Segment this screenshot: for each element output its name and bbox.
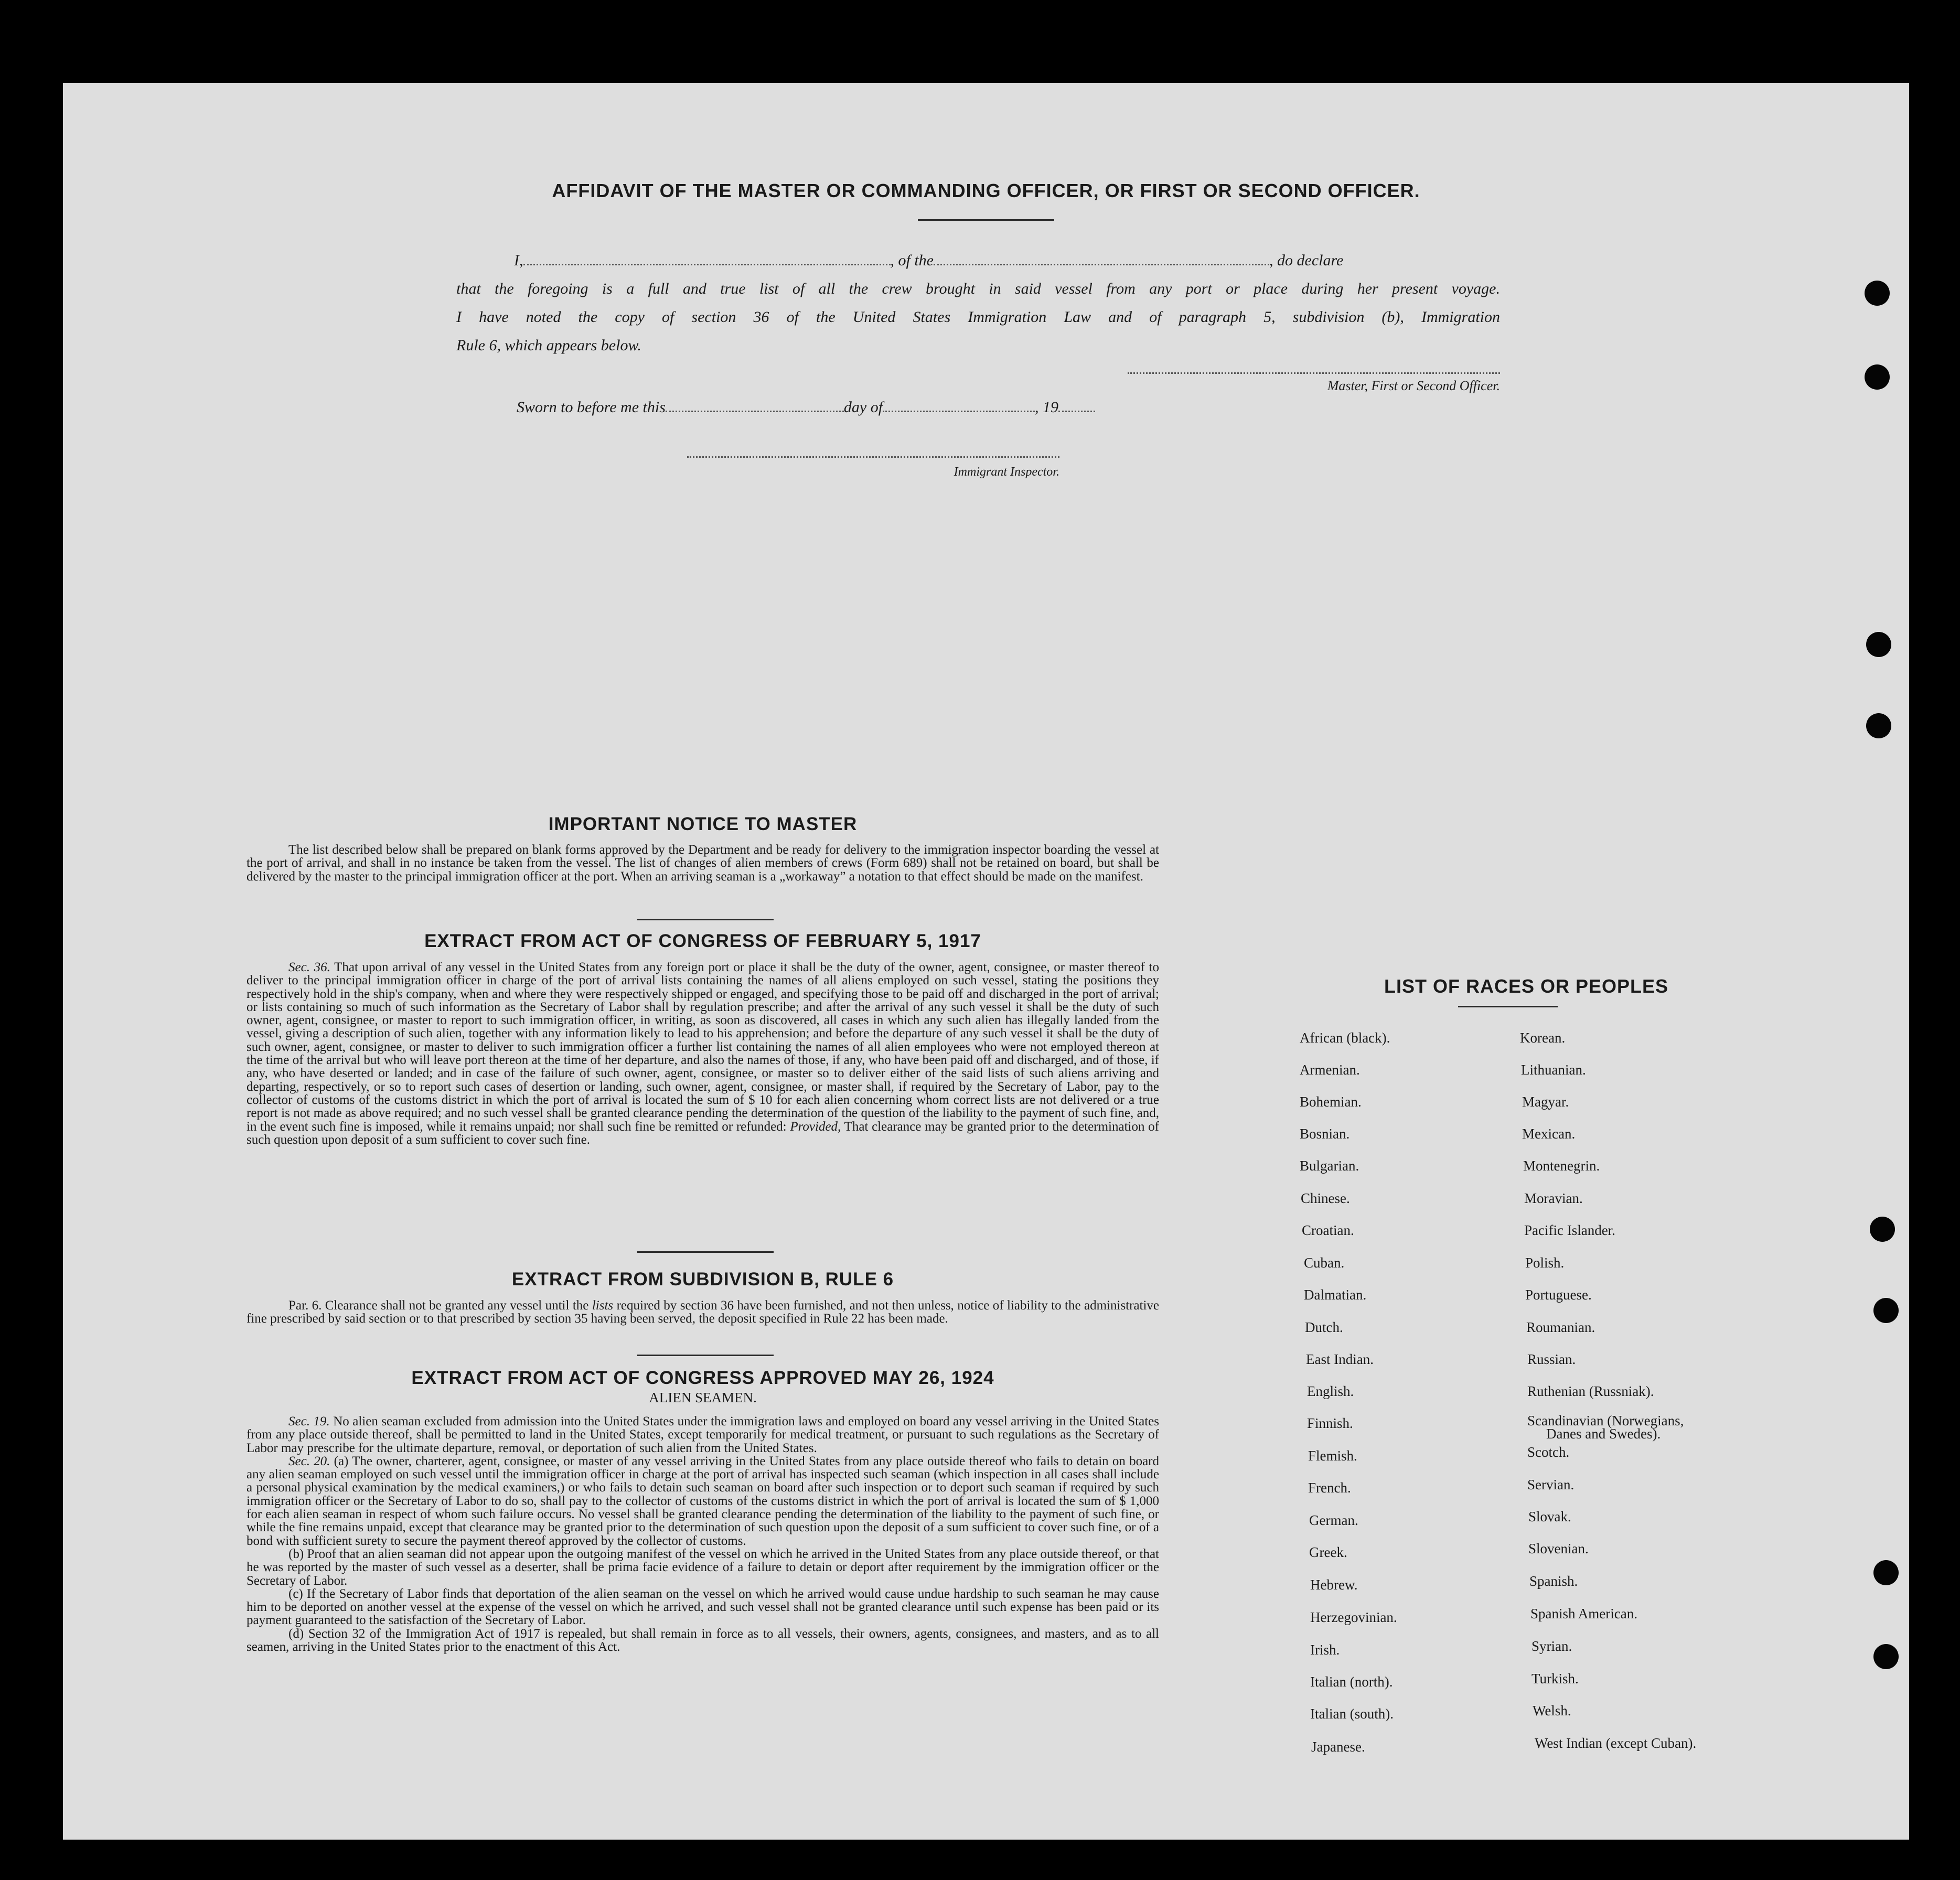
- race-item: Magyar.: [1522, 1094, 1569, 1110]
- race-item: Scotch.: [1527, 1444, 1570, 1460]
- race-item: Danes and Swedes).: [1546, 1426, 1661, 1442]
- notice-text: The list described below shall be prepared on blank forms approved by the Department and be ready for delivery to the immigration inspector boarding the vessel at the port of arrival, and shall in no instance be taken from the vessel. The list of changes of alien members of crews (Form 689) shall not be retained on board, but shall be delivered by the master to the principal immigration officer at the port. When an arriving seaman is a „workaway” a notation to that effect should be made on the manifest.: [247, 843, 1159, 884]
- master-signature-caption: Master, First or Second Officer.: [1327, 378, 1500, 393]
- race-item: Italian (north).: [1310, 1674, 1393, 1690]
- race-item: Roumanian.: [1526, 1319, 1595, 1335]
- race-item: Finnish.: [1307, 1415, 1353, 1431]
- race-item: Chinese.: [1301, 1190, 1350, 1206]
- race-item: Welsh.: [1533, 1703, 1571, 1718]
- race-item: Spanish.: [1529, 1573, 1578, 1589]
- race-item: Flemish.: [1308, 1448, 1357, 1464]
- sworn-line: [517, 399, 1095, 416]
- sworn-month-field[interactable]: [883, 411, 1035, 412]
- race-item: Montenegrin.: [1523, 1158, 1600, 1174]
- sec-36-label: Sec. 36.: [288, 960, 330, 974]
- punch-hole: [1873, 1644, 1899, 1669]
- affidavit-line-1: [456, 246, 1500, 275]
- affidavit-declare: , do declare: [1269, 252, 1344, 269]
- punch-hole: [1865, 281, 1890, 306]
- master-signature-block: [1128, 362, 1500, 394]
- affidavit-line-3: I have noted the copy of section 36 of the United States Immigration Law and of paragraph 5, subdivision (b), Immigration: [456, 308, 1500, 326]
- race-item: Irish.: [1310, 1642, 1340, 1658]
- affidavit-body: [456, 246, 1500, 360]
- race-item: East Indian.: [1306, 1351, 1374, 1367]
- sworn-day-field[interactable]: [666, 411, 844, 412]
- race-item: Slovenian.: [1528, 1541, 1589, 1556]
- sec-19-paragraph: [247, 1415, 1159, 1455]
- sec-19-label: Sec. 19.: [288, 1414, 330, 1428]
- sec-36-text: That upon arrival of any vessel in the United States from any foreign port or place it shall be the duty of the owner, agent, consignee, or master thereof to deliver to the principal immigration officer in charge of the port of arrival lists containing the names of all aliens employed on such vessel, stating the positions they respectively hold in the ship's company, when and where they were respectively shipped or engaged, and specifying those to be paid off and discharged in the port of arrival; or lists containing so much of such information as the Secretary of Labor shall by regulation prescribe; and after the arrival of any such vessel it shall be the duty of such owner, agent, consignee, or master to report to such immigration officer, in writing, as soon as discovered, all cases in which any such alien has illegally landed from the vessel, giving a description of such alien, together with any information likely to lead to his apprehension; and before the departure of any such vessel it shall be the duty of such owner, agent, consignee, or master to deliver to such immigration officer a further list containing the names of all alien employees who were not employed thereon at the time of the arrival but who will leave port thereon at the time of her departure, and also the names of those, if any, who have been paid off and discharged, and of those, if any, who have deserted or landed; and in case of the failure of such owner, agent, consignee, or master so to deliver either of the said lists of such aliens arriving and departing, respectively, or so to report such cases of desertion or landing, such owner, agent, consignee, or master shall, if required by the Secretary of Labor, pay to the collector of customs of the customs district in which the port of arrival is located the sum of $ 10 for each alien concerning whom correct lists are not delivered or a true report is not made as above required; and no such vessel shall be granted clearance pending the determination of the question of the liability to the payment of such fine, and, in the event such fine is imposed, while it remains unpaid; nor shall such fine be remitted or refunded:: [247, 960, 1159, 1134]
- affidavit-line-2: that the foregoing is a full and true list of all the crew brought in said vessel from any port or place during her present voyage.: [456, 280, 1500, 297]
- extract-1924-text: [247, 1415, 1159, 1653]
- lists-word: lists: [592, 1298, 614, 1313]
- affidavit-i: I,: [514, 252, 523, 269]
- affidavit-title: AFFIDAVIT OF THE MASTER OR COMMANDING OFFICER, OR FIRST OR SECOND OFFICER.: [552, 180, 1420, 201]
- vessel-field[interactable]: [934, 264, 1269, 265]
- divider: [1458, 1006, 1558, 1007]
- sworn-year-prefix: , 19: [1035, 399, 1059, 416]
- race-item: Turkish.: [1531, 1671, 1579, 1686]
- race-item: Ruthenian (Russniak).: [1527, 1383, 1654, 1399]
- race-item: Spanish American.: [1530, 1606, 1637, 1621]
- sec-36-text-end: That clearance may be granted prior to the determination of such question upon deposit of a sum sufficient to cover such fine.: [247, 1119, 1159, 1147]
- inspector-caption: Immigrant Inspector.: [954, 465, 1059, 479]
- race-item: English.: [1307, 1383, 1354, 1399]
- affidavit-of-the: , of the: [890, 252, 934, 269]
- race-item: Cuban.: [1304, 1255, 1345, 1271]
- punch-hole: [1866, 632, 1891, 657]
- race-item: Herzegovinian.: [1310, 1609, 1397, 1625]
- alien-seamen-subtitle: ALIEN SEAMEN.: [649, 1390, 757, 1405]
- race-item: Greek.: [1309, 1544, 1347, 1560]
- punch-hole: [1870, 1217, 1895, 1242]
- inspector-signature-line[interactable]: [687, 451, 1059, 458]
- divider: [637, 919, 774, 920]
- sec-20-label: Sec. 20.: [288, 1454, 330, 1468]
- master-signature-line[interactable]: [1128, 362, 1500, 374]
- provided-word: Provided,: [790, 1119, 841, 1134]
- punch-hole: [1866, 713, 1891, 738]
- races-title: LIST OF RACES OR PEOPLES: [1384, 975, 1669, 997]
- sec-19-text: No alien seaman excluded from admission into the United States under the immigration laws and employed on board any vessel arriving in the United States from any place outside thereof, shall be permitted to land in the United States, except temporarily for medical treatment, or pursuant to such regulations as the Secretary of Labor may prescribe for the ultimate departure, removal, or deportation of such alien from the United States.: [247, 1414, 1159, 1455]
- extract-1924-title: EXTRACT FROM ACT OF CONGRESS APPROVED MAY 26, 1924: [411, 1368, 994, 1388]
- race-item: Armenian.: [1300, 1062, 1360, 1078]
- inspector-signature-block: [687, 451, 1059, 479]
- punch-hole: [1865, 364, 1890, 390]
- race-item: Russian.: [1527, 1351, 1576, 1367]
- sworn-label: Sworn to before me this: [517, 399, 666, 416]
- race-item: Pacific Islander.: [1524, 1222, 1615, 1238]
- race-item: Hebrew.: [1310, 1577, 1358, 1593]
- divider: [918, 219, 1054, 221]
- sworn-day-of: day of: [843, 399, 883, 416]
- race-item: German.: [1309, 1512, 1358, 1528]
- sec-20d-paragraph: (d) Section 32 of the Immigration Act of 1917 is repealed, but shall remain in force as to all vessels, their owners, agents, consignees, and masters, and as to all seamen, arriving in the United States prior to the enactment of this Act.: [247, 1626, 1159, 1655]
- sec-20a-text: (a) The owner, charterer, agent, consignee, or master of any vessel arriving in the United States from any place outside thereof who fails to detain on board any alien seaman employed on such vessel until the immigration officer in charge at the port of arrival has inspected such seaman (which inspection in all cases shall include a personal physical examination by the medical examiners,) or who fails to detain such seaman on board after such inspection or to deport such seaman if required by such immigration officer or the Secretary of Labor to do so, shall pay to the collector of customs of the customs district in which the port of arrival is located the sum of $ 1,000 for each alien seaman in respect of whom such failure occurs. No vessel shall be granted clearance pending the determination of the liability to the payment of such fine, or while the fine remains unpaid, except that clearance may be granted prior to the determination of such question upon the deposit of a sum sufficient to cover such fine, or of a bond with sufficient surety to secure the payment thereof approved by the collector of customs.: [247, 1454, 1159, 1548]
- race-item: Dutch.: [1305, 1319, 1343, 1335]
- race-item: Bohemian.: [1300, 1094, 1362, 1110]
- sworn-year-field[interactable]: [1058, 411, 1095, 412]
- race-item: Croatian.: [1302, 1222, 1354, 1238]
- race-item: African (black).: [1300, 1030, 1390, 1046]
- race-item: Bulgarian.: [1300, 1158, 1359, 1174]
- race-item: Syrian.: [1531, 1638, 1572, 1654]
- rule-6-text-b: required by section 36 have been furnished, and not then unless, notice of liability to the administrative fine prescribed by said section or to that prescribed by section 35 having been served, the deposit specified in Rule 22 has been made.: [247, 1298, 1160, 1326]
- punch-hole: [1873, 1298, 1899, 1323]
- affidavit-line-4: Rule 6, which appears below.: [456, 337, 641, 354]
- race-item: Mexican.: [1522, 1126, 1576, 1142]
- race-item: Lithuanian.: [1521, 1062, 1586, 1078]
- rule-6-title: EXTRACT FROM SUBDIVISION B, RULE 6: [511, 1269, 894, 1290]
- race-item: Portuguese.: [1525, 1287, 1592, 1303]
- race-item: Korean.: [1520, 1030, 1566, 1046]
- race-item: Japanese.: [1311, 1739, 1365, 1755]
- race-item: French.: [1308, 1480, 1351, 1496]
- rule-6-text-a: Par. 6. Clearance shall not be granted any vessel until the: [288, 1298, 589, 1313]
- race-item: Polish.: [1525, 1255, 1565, 1271]
- race-item: Scandinavian (Norwegians,: [1527, 1413, 1684, 1428]
- punch-hole: [1873, 1560, 1899, 1585]
- race-item: Slovak.: [1528, 1509, 1571, 1524]
- notice-title: IMPORTANT NOTICE TO MASTER: [548, 814, 858, 834]
- race-item: Servian.: [1527, 1477, 1575, 1492]
- race-item: Bosnian.: [1300, 1126, 1350, 1142]
- sec-20a-paragraph: [247, 1455, 1159, 1548]
- divider: [637, 1355, 774, 1356]
- extract-1917-text: [247, 961, 1159, 1146]
- sec-20c-paragraph: (c) If the Secretary of Labor finds that deportation of the alien seaman on the vessel on which he arrived would cause undue hardship to such seaman he may cause him to be deported on another vessel at the expense of the vessel on which he arrived, and such vessel shall not be granted clearance until such expense has been paid or its payment guaranteed to the satisfaction of the Secretary of Labor.: [247, 1586, 1159, 1628]
- divider: [637, 1251, 774, 1253]
- race-item: Italian (south).: [1310, 1706, 1394, 1722]
- sec-20b-paragraph: (b) Proof that an alien seaman did not appear upon the outgoing manifest of the vessel on which he arrived in the United States from any place outside thereof, or that he was reported by the master of such vessel as a deserter, shall be prima facie evidence of a failure to detain or deport after requirement by the immigration officer or the Secretary of Labor.: [247, 1546, 1159, 1588]
- extract-1917-title: EXTRACT FROM ACT OF CONGRESS OF FEBRUARY 5, 1917: [424, 931, 981, 951]
- rule-6-text: [247, 1299, 1159, 1326]
- race-item: Moravian.: [1524, 1190, 1583, 1206]
- race-item: Dalmatian.: [1304, 1287, 1367, 1303]
- name-field[interactable]: [523, 264, 891, 265]
- race-item: West Indian (except Cuban).: [1535, 1735, 1697, 1751]
